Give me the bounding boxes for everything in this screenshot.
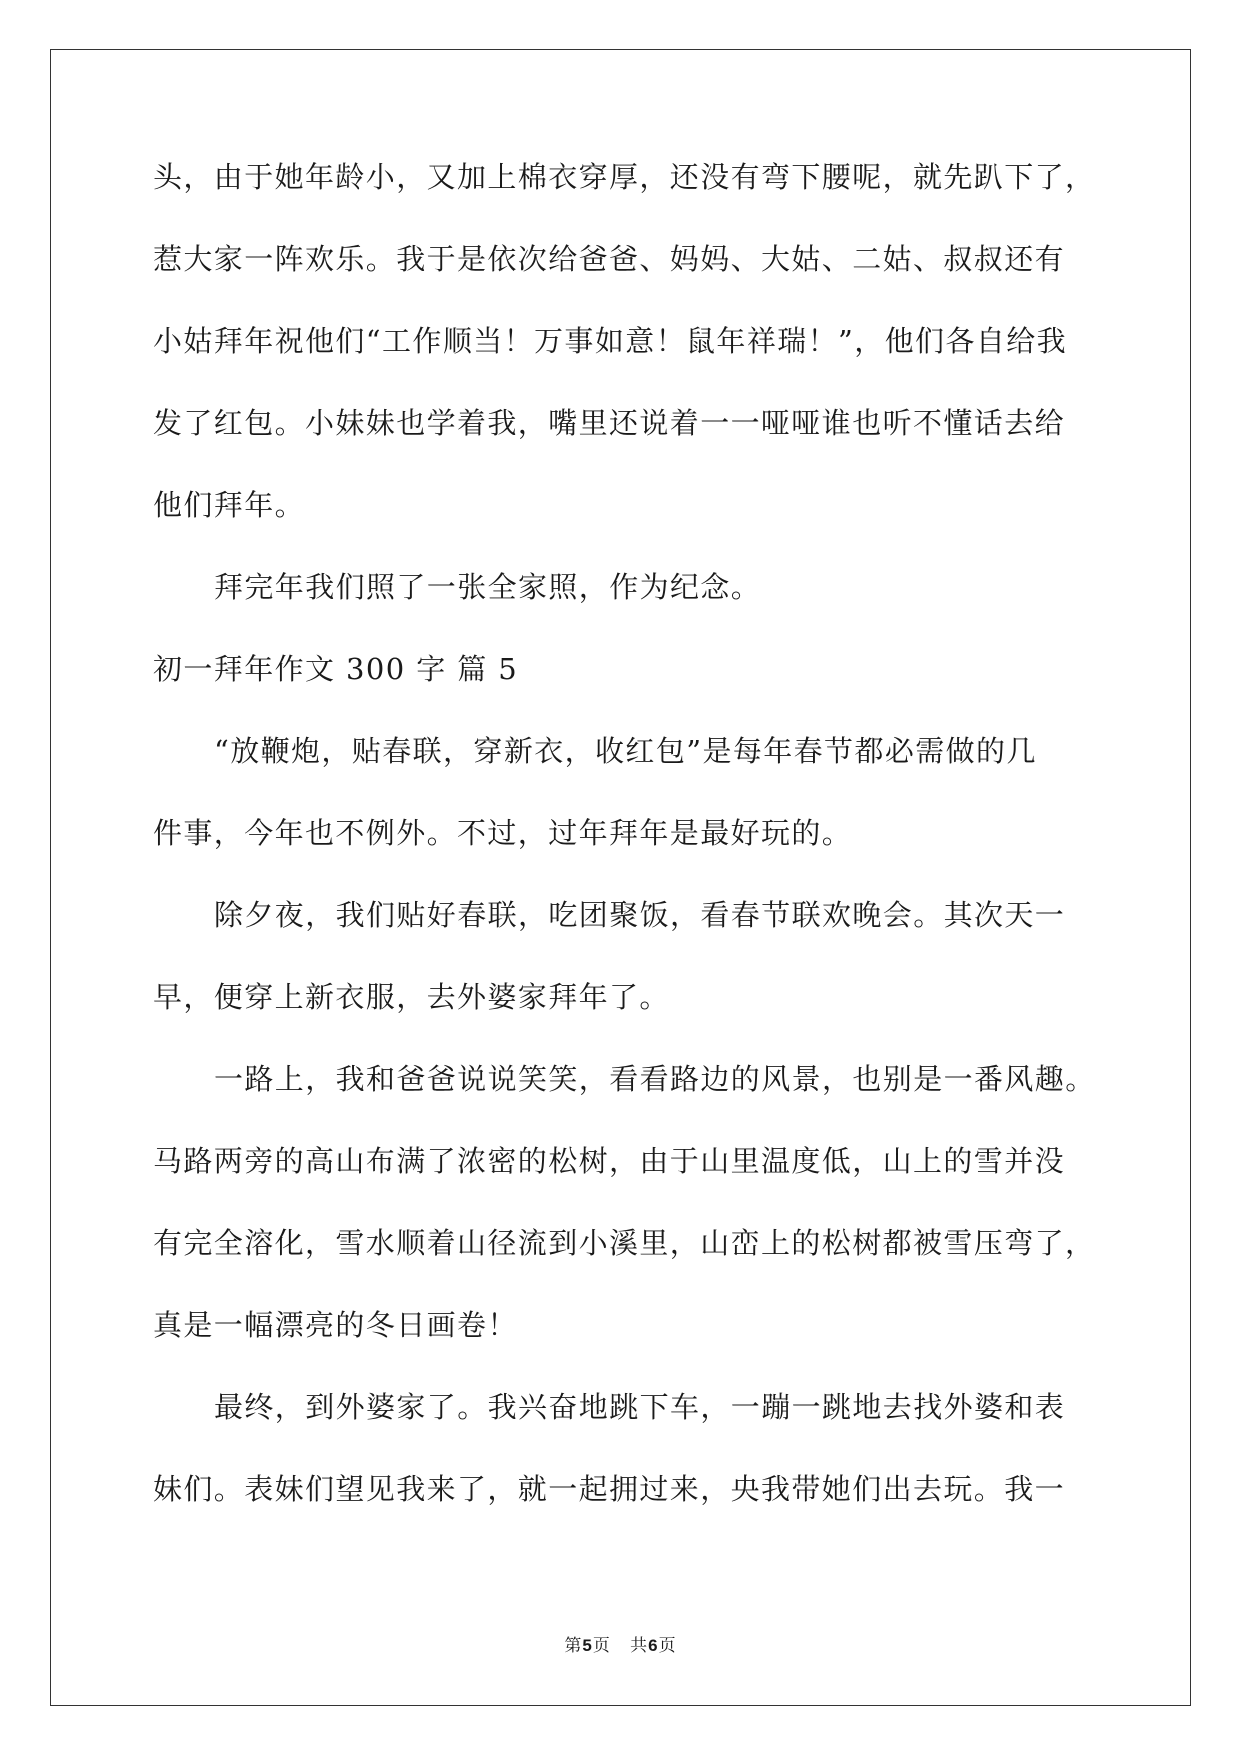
page-footer [0,1631,1241,1656]
text-line: 他们拜年。 [153,488,306,522]
page-mid: 页 共 [592,1636,649,1656]
text-line: 真是一幅漂亮的冬日画卷！ [153,1308,518,1342]
text-line: 妹们。表妹们望见我来了，就一起拥过来，央我带她们出去玩。我一 [153,1472,1066,1506]
text-line: 有完全溶化，雪水顺着山径流到小溪里，山峦上的松树都被雪压弯了， [153,1226,1096,1260]
text-line: 一路上，我和爸爸说说笑笑，看看路边的风景，也别是一番风趣。 [214,1062,1096,1096]
page-suffix: 页 [658,1636,677,1656]
text-line: 件事，今年也不例外。不过，过年拜年是最好玩的。 [153,816,853,850]
text-line: 马路两旁的高山布满了浓密的松树，由于山里温度低，山上的雪并没 [153,1144,1066,1178]
page-current: 5 [582,1636,593,1655]
page-prefix: 第 [564,1636,583,1656]
text-line: 早，便穿上新衣服，去外婆家拜年了。 [153,980,670,1014]
document-body [153,158,1096,1552]
section-heading: 初一拜年作文 300 字 篇 5 [153,652,519,686]
page-total: 6 [648,1636,659,1655]
text-line: 最终，到外婆家了。我兴奋地跳下车，一蹦一跳地去找外婆和表 [214,1390,1066,1424]
text-line: 发了红包。小妹妹也学着我，嘴里还说着一一哑哑谁也听不懂话去给 [153,406,1066,440]
text-line: 除夕夜，我们贴好春联，吃团聚饭，看春节联欢晚会。其次天一 [214,898,1066,932]
text-line: “放鞭炮，贴春联，穿新衣，收红包”是每年春节都必需做的几 [214,734,1037,768]
text-line: 惹大家一阵欢乐。我于是依次给爸爸、妈妈、大姑、二姑、叔叔还有 [153,242,1066,276]
text-line: 头，由于她年龄小，又加上棉衣穿厚，还没有弯下腰呢，就先趴下了， [153,160,1096,194]
text-line: 拜完年我们照了一张全家照，作为纪念。 [214,570,762,604]
text-line: 小姑拜年祝他们“工作顺当！万事如意！鼠年祥瑞！”，他们各自给我 [153,324,1068,358]
